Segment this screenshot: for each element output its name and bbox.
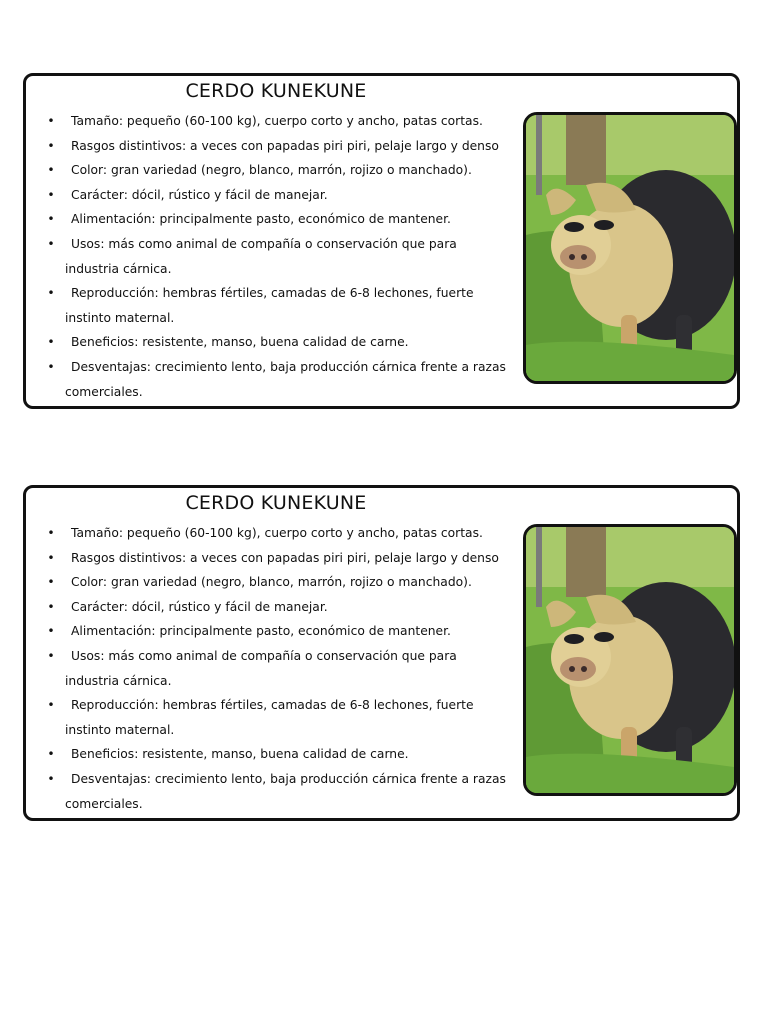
- fact-item: • Tamaño: pequeño (60-100 kg), cuerpo corto y ancho, patas cortas.: [46, 521, 526, 546]
- fact-item: • Reproducción: hembras fértiles, camadas de 6-8 lechones, fuerte instinto maternal.: [46, 281, 526, 330]
- kunekune-card-2: [23, 485, 740, 821]
- fact-item: • Beneficios: resistente, manso, buena calidad de carne.: [46, 330, 526, 355]
- bullet-icon: •: [47, 526, 55, 540]
- fact-item: • Color: gran variedad (negro, blanco, marrón, rojizo o manchado).: [46, 158, 526, 183]
- pig-photo: [523, 112, 737, 384]
- bullet-icon: •: [47, 138, 55, 153]
- fact-item: • Alimentación: principalmente pasto, económico de mantener.: [46, 207, 526, 232]
- bullet-icon: •: [47, 286, 55, 301]
- card-title: CERDO KUNEKUNE: [185, 492, 367, 514]
- fact-item: • Rasgos distintivos: a veces con papadas piri piri, pelaje largo y denso: [46, 134, 526, 159]
- pig-illustration: [526, 527, 734, 793]
- pig-photo: [523, 524, 737, 796]
- bullet-icon: •: [47, 114, 55, 128]
- fact-item: • Desventajas: crecimiento lento, baja producción cárnica frente a razas comerciales.: [46, 767, 526, 816]
- facts-list: [46, 521, 526, 816]
- fact-item: • Reproducción: hembras fértiles, camadas de 6-8 lechones, fuerte instinto maternal.: [46, 693, 526, 742]
- fact-item: • Usos: más como animal de compañía o conservación que para industria cárnica.: [46, 644, 526, 693]
- bullet-icon: •: [47, 187, 55, 202]
- fact-item: • Beneficios: resistente, manso, buena calidad de carne.: [46, 742, 526, 767]
- bullet-icon: •: [47, 163, 55, 178]
- bullet-icon: •: [47, 212, 55, 227]
- bullet-icon: •: [47, 698, 55, 713]
- fact-item: • Desventajas: crecimiento lento, baja producción cárnica frente a razas comerciales.: [46, 355, 526, 404]
- bullet-icon: •: [47, 771, 55, 786]
- fact-item: • Carácter: dócil, rústico y fácil de manejar.: [46, 183, 526, 208]
- bullet-icon: •: [47, 599, 55, 614]
- bullet-icon: •: [47, 648, 55, 663]
- bullet-icon: •: [47, 236, 55, 251]
- fact-item: • Rasgos distintivos: a veces con papadas piri piri, pelaje largo y denso: [46, 546, 526, 571]
- fact-item: • Usos: más como animal de compañía o conservación que para industria cárnica.: [46, 232, 526, 281]
- pig-illustration: [526, 115, 734, 381]
- fact-item: • Carácter: dócil, rústico y fácil de manejar.: [46, 595, 526, 620]
- fact-item: • Tamaño: pequeño (60-100 kg), cuerpo corto y ancho, patas cortas.: [46, 109, 526, 134]
- kunekune-card-1: [23, 73, 740, 409]
- bullet-icon: •: [47, 747, 55, 762]
- bullet-icon: •: [47, 550, 55, 565]
- fact-item: • Alimentación: principalmente pasto, económico de mantener.: [46, 619, 526, 644]
- card-title: CERDO KUNEKUNE: [185, 80, 367, 102]
- bullet-icon: •: [47, 359, 55, 374]
- bullet-icon: •: [47, 335, 55, 350]
- facts-list: [46, 109, 526, 404]
- bullet-icon: •: [47, 575, 55, 590]
- fact-item: • Color: gran variedad (negro, blanco, marrón, rojizo o manchado).: [46, 570, 526, 595]
- bullet-icon: •: [47, 624, 55, 639]
